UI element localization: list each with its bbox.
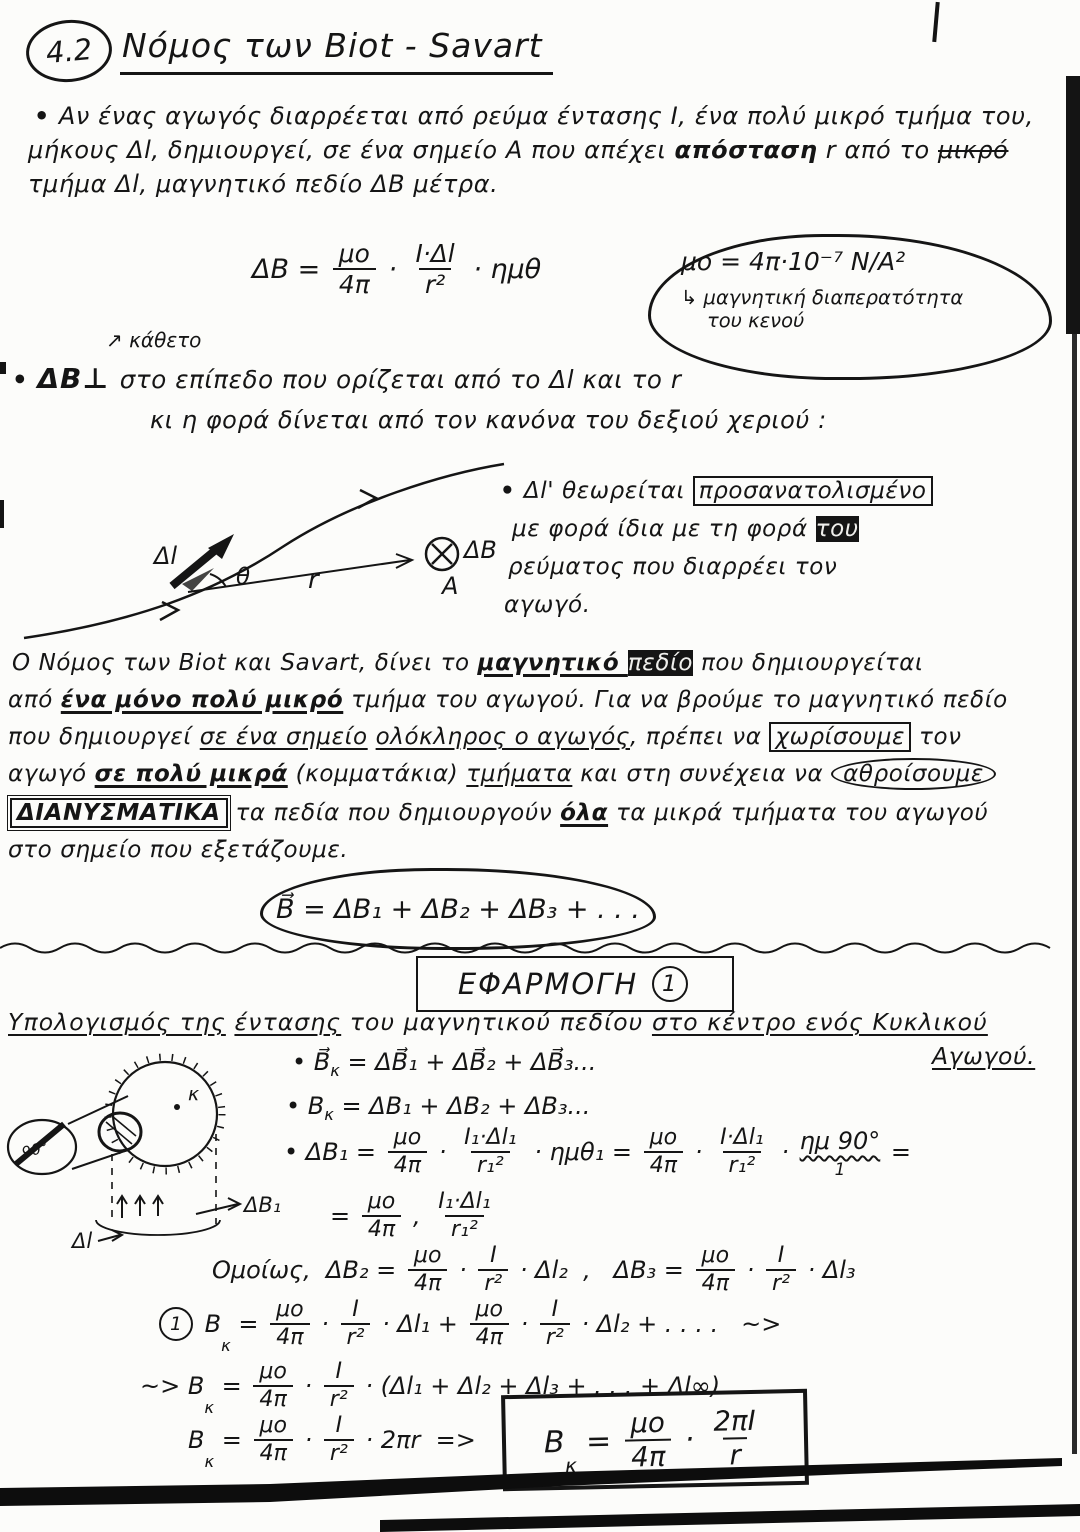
explanation-line: ΔΙΑΝΥΣΜΑΤΙΚΑ τα πεδία που δημιουργούν όλα τα μικρά τμήματα του αγωγού <box>10 800 988 826</box>
wire-diagram <box>12 452 532 657</box>
application-number-badge: 1 <box>652 966 688 1002</box>
db1-label: ΔB₁ <box>244 1193 282 1217</box>
intro-line: τμήμα Δl, μαγνητικό πεδίο ΔB μέτρα. <box>28 170 499 198</box>
dl-label: Δl <box>72 1229 93 1252</box>
point-a-label: A <box>442 572 459 600</box>
tube-side <box>68 1096 128 1124</box>
scan-speck <box>0 500 4 528</box>
page-title: Νόμος των Biot - Savart <box>120 26 553 75</box>
field-loop-arc <box>96 1220 220 1235</box>
tube-side <box>72 1150 128 1169</box>
wire-cross-section <box>99 1113 141 1151</box>
eq-sum-expanded: 1 B κ = $\frac{\mu o}{4\pi}$ · $\frac{I}{\text{r²}}$ · Δl₁ + $\frac{\mu o}{4\pi}$ · $\frac{I}{\text{r²}}$ · Δl₂ + . . . . ~> <box>155 1298 781 1351</box>
explanation-line: στο σημείο που εξετάζουμε. <box>8 837 349 863</box>
orientation-line: αγωγό. <box>504 592 591 618</box>
application-subtitle: Υπολογισμός της έντασης του μαγνητικού πεδίου στο κέντρο ενός Κυκλικού <box>8 1008 988 1036</box>
pen-mark <box>932 2 939 42</box>
eq-db1: • ΔB₁ = $\frac{\mu o}{4\pi}$ · $\frac{\text{I₁·Δl₁}}{\text{r₁²}}$ · ημθ₁ = $\frac{\mu o}{4\pi}$ · $\frac{\text{I·Δl₁}}{\text{r₁²}}$ · ημ 90° 1 = <box>284 1125 911 1179</box>
perpendicular-annotation <box>106 328 201 352</box>
r-line <box>188 560 410 592</box>
explanation-line: αγωγό σε πολύ μικρά (κομματάκια) τμήματα και στη συνέχεια να αθροίσουμε <box>8 761 996 787</box>
mu-note-line2: του κενού <box>707 309 805 332</box>
wire-path <box>24 464 504 638</box>
loop-center-label: κ <box>188 1083 200 1105</box>
eq-magnitude-sum: • B κ = ΔB₁ + ΔB₂ + ΔB₃... <box>286 1092 591 1124</box>
application-heading-label: ΕΦΑΡΜΟΓΗ <box>457 967 639 1001</box>
eq-db1-result: = $\frac{\mu o}{4\pi}$ , $\frac{\text{I₁·Δl₁}}{\text{r₁²}}$ <box>330 1189 491 1243</box>
mu-note-line1: ↳ μαγνητική διαπερατότητα <box>681 286 964 309</box>
perp-rule-line2: κι η φορά δίνεται από τον κανόνα του δεξιού χεριού : <box>150 406 827 434</box>
cross-section-hatch <box>106 1122 132 1144</box>
mu-value: μο = 4π·10⁻⁷ N/A² <box>681 247 906 276</box>
intro-line: μήκους Δl, δημιουργεί, σε ένα σημείο A που απέχει απόσταση r από το μικρό <box>28 136 1009 164</box>
theta-label: θ <box>236 564 251 590</box>
section-number: 4.2 <box>44 32 94 70</box>
orientation-note <box>500 472 1070 624</box>
mu-constant-cloud <box>648 234 1052 380</box>
loop-center-dot <box>174 1104 180 1110</box>
scan-edge-bar <box>1066 76 1080 334</box>
application-subtitle-tail: Αγωγού. <box>932 1042 1036 1070</box>
current-direction-arrow-icon <box>358 490 376 508</box>
eq-final-result: B κ = $\frac{\mu o}{4\pi}$ · $\frac{2\pi I}{r}$ <box>543 1403 757 1479</box>
r-label: r <box>308 565 319 595</box>
scan-bottom-bands <box>0 1458 1080 1532</box>
eq-similar-terms: Ομοίως, ΔB₂ = $\frac{\mu o}{4\pi}$ · $\frac{I}{\text{r²}}$ · Δl₂ , ΔB₃ = $\frac{\mu o}{4\pi}$ · $\frac{I}{\text{r²}}$ · Δl₃ <box>212 1243 856 1297</box>
eq-final-left: B κ = $\frac{\mu o}{4\pi}$ · $\frac{I}{\text{r²}}$ · 2πr => <box>188 1413 476 1471</box>
eq-sum-factored: ~> B κ = $\frac{\mu o}{4\pi}$ · $\frac{I}{\text{r²}}$ · (Δl₁ + Δl₂ + Δl₃ + . . . + Δl∞) <box>140 1359 721 1417</box>
orientation-line: ρεύματος που διαρρέει τον <box>508 554 838 580</box>
explanation-line: που δημιουργεί σε ένα σημείο ολόκληρος ο αγωγός, πρέπει να χωρίσουμε τον <box>8 724 962 750</box>
biot-savart-formula: ΔB = $\frac{\mu o}{4\pi}$ · $\frac{I\cdot\Delta l}{\text{r²}}$ · ημθ <box>252 239 542 300</box>
perp-rule-line1: • ΔB⊥ στο επίπεδο που ορίζεται από το Δl και το r <box>12 362 682 395</box>
annotation-text: κάθετο <box>129 328 202 352</box>
vector-sum-formula: B⃗ = ΔB₁ + ΔB₂ + ΔB₃ + . . . <box>275 893 641 925</box>
scan-edge-line <box>1072 334 1077 1454</box>
orientation-line: • Δl' θεωρείται προσανατολισμένο <box>500 472 1070 510</box>
dl-label: Δl <box>154 542 178 570</box>
circular-loop-diagram <box>0 1052 310 1252</box>
orientation-line: με φορά ίδια με τη φορά του <box>512 516 859 542</box>
explanation-line: Ο Νόμος των Biot και Savart, δίνει το μαγνητικό πεδίο που δημιουργείται <box>12 650 924 676</box>
eq-vector-sum: • B⃗ κ = ΔB⃗₁ + ΔB⃗₂ + ΔB⃗₃... <box>292 1048 597 1080</box>
annotation-arrow-icon: ↗ <box>106 328 123 352</box>
db-label: ΔB <box>464 536 497 564</box>
intro-line: • Αν ένας αγωγός διαρρέεται από ρεύμα έντασης I, ένα πολύ μικρό τμήμα του, <box>34 102 1034 130</box>
explanation-line: από ένα μόνο πολύ μικρό τμήμα του αγωγού. Για να βρούμε το μαγνητικό πεδίο <box>8 687 1008 713</box>
application-heading <box>416 956 734 1012</box>
angle-90-label: 90° <box>19 1137 50 1162</box>
scan-speck <box>0 362 6 374</box>
section-number-badge <box>23 16 114 85</box>
